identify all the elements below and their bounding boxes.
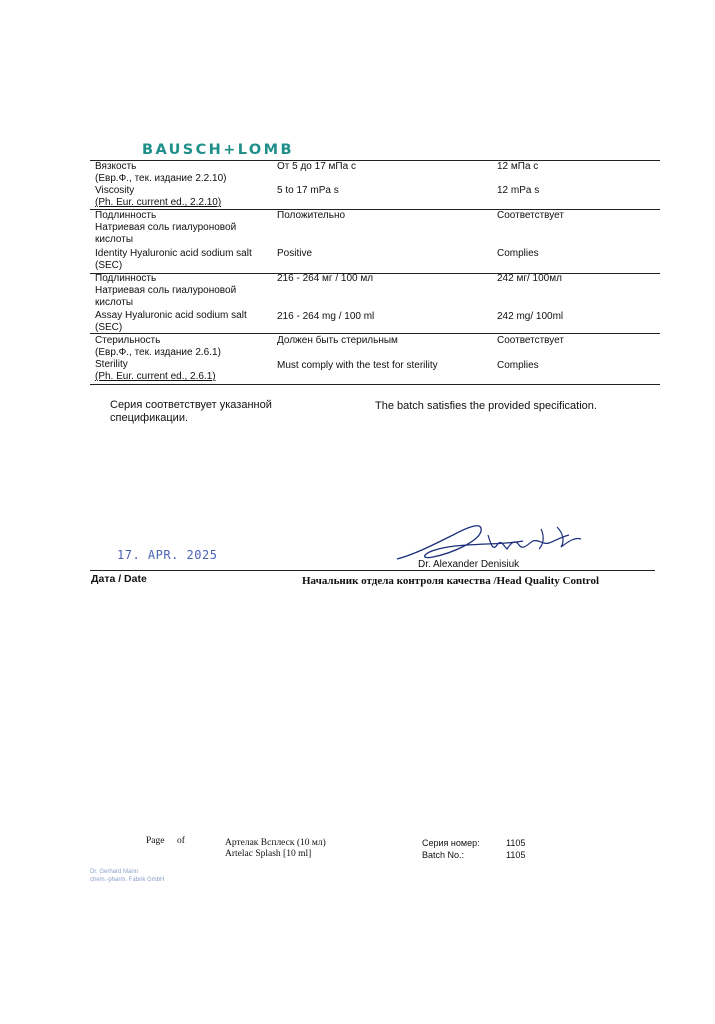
row1-ru-param: Вязкость — [95, 161, 137, 172]
row4-ru-ref: (Евр.Ф., тек. издание 2.6.1) — [95, 347, 221, 358]
batch-label-ru: Серия номер: — [422, 838, 480, 848]
batch-value-en: 1105 — [506, 850, 526, 860]
row3-en-param: Assay Hyaluronic acid sodium salt — [95, 310, 247, 321]
row2-en-ref: (SEC) — [95, 260, 123, 271]
row3-en-result: 242 mg/ 100ml — [497, 311, 564, 322]
table-bottom-rule — [90, 384, 660, 385]
row3-ru-result: 242 мг/ 100мл — [497, 273, 562, 284]
signer-title: Начальник отдела контроля качества /Head Quality Control — [302, 575, 600, 587]
row4-en-result: Complies — [497, 360, 539, 371]
company-stamp-line1: Dr. Gerhard Mann — [90, 869, 139, 875]
product-ru: Артелак Всплеск (10 мл) — [225, 838, 326, 848]
row3-ru-line3: кислоты — [95, 297, 134, 308]
date-stamp: 17. APR. 2025 — [117, 548, 218, 562]
conclusion-ru-line1: Серия соответствует указанной — [110, 399, 272, 411]
signer-name: Dr. Alexander Denisiuk — [418, 559, 520, 570]
row-divider — [90, 273, 660, 274]
row2-en-result: Complies — [497, 248, 539, 259]
batch-value-ru: 1105 — [506, 838, 526, 848]
row3-ru-line2: Натриевая соль гиалуроновой — [95, 285, 237, 296]
row1-ru-result: 12 мПа с — [497, 161, 539, 172]
product-en: Artelac Splash [10 ml] — [225, 849, 312, 859]
row1-en-result: 12 mPa s — [497, 185, 540, 196]
date-label: Дата / Date — [91, 573, 147, 585]
row2-ru-spec: Положительно — [277, 210, 346, 221]
page-label: Page — [146, 836, 165, 846]
row1-ru-spec: От 5 до 17 мПа с — [277, 161, 356, 172]
row2-ru-result: Соответствует — [497, 210, 564, 221]
row3-en-spec: 216 - 264 mg / 100 ml — [277, 311, 375, 322]
table-top-rule — [90, 160, 660, 161]
row1-en-param: Viscosity — [95, 185, 135, 196]
conclusion-en: The batch satisfies the provided specification. — [375, 400, 597, 412]
company-stamp — [90, 868, 164, 884]
row1-en-ref: (Ph. Eur. current ed., 2.2.10) — [95, 197, 222, 208]
row4-en-spec: Must comply with the test for sterility — [277, 360, 438, 371]
of-label: of — [177, 836, 185, 846]
row2-ru-line3: кислоты — [95, 234, 134, 245]
row3-ru-param: Подлинность — [95, 273, 157, 284]
conclusion-ru-line2: спецификации. — [110, 412, 189, 424]
row4-en-param: Sterility — [95, 359, 128, 370]
row4-ru-result: Соответствует — [497, 335, 564, 346]
batch-label-en: Batch No.: — [422, 850, 465, 860]
row1-en-spec: 5 to 17 mPa s — [277, 185, 339, 196]
row3-en-ref: (SEC) — [95, 322, 123, 333]
row2-ru-line2: Натриевая соль гиалуроновой — [95, 222, 237, 233]
date-rule — [90, 570, 305, 571]
row4-en-ref: (Ph. Eur. current ed., 2.6.1) — [95, 371, 216, 382]
row-divider — [90, 209, 660, 210]
row4-ru-param: Стерильность — [95, 335, 161, 346]
row1-ru-ref: (Евр.Ф., тек. издание 2.2.10) — [95, 173, 227, 184]
row4-ru-spec: Должен быть стерильным — [277, 335, 398, 346]
company-logo: BAUSCH+LOMB — [142, 142, 294, 158]
row3-ru-spec: 216 - 264 мг / 100 мл — [277, 273, 374, 284]
row2-en-param: Identity Hyaluronic acid sodium salt — [95, 248, 252, 259]
row-divider — [90, 333, 660, 334]
row2-ru-param: Подлинность — [95, 210, 157, 221]
row2-en-spec: Positive — [277, 248, 313, 259]
company-stamp-line2: chem.-pharm. Fabrik GmbH — [90, 877, 165, 883]
